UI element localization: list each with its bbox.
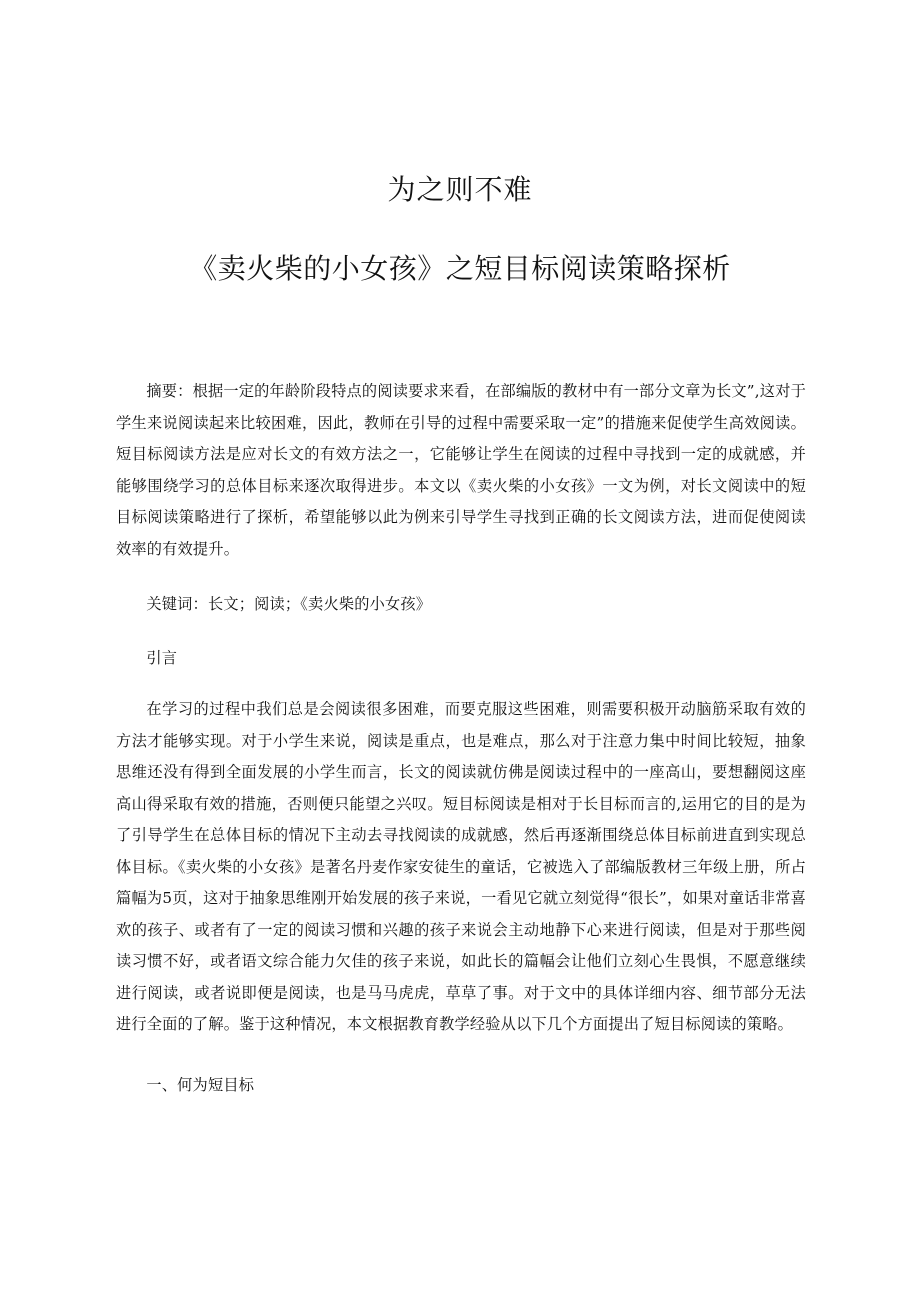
abstract-paragraph: 摘要：根据一定的年龄阶段特点的阅读要求来看，在部编版的教材中有一部分文章为长文”,这对于学生来说阅读起来比较困难，因此，教师在引导的过程中需要采取一定”的措施来促使学生高效阅读。短目标阅读方法是应对长文的有效方法之一，它能够让学生在阅读的过程中寻找到一定的成就感，并能够围绕学习的总体目标来逐次取得进步。本文以《卖火柴的小女孩》一文为例，对长文阅读中的短目标阅读策略进行了探析，希望能够以此为例来引导学生寻找到正确的长文阅读方法，进而促使阅读效率的有效提升。 xyxy=(116,382,806,558)
document-title: 为之则不难 xyxy=(387,173,533,206)
document-subtitle: 《卖火柴的小女孩》之短目标阅读策略探析 xyxy=(189,252,731,285)
section-heading: 一、何为短目标 xyxy=(146,1076,255,1094)
introduction-paragraph: 在学习的过程中我们总是会阅读很多困难，而要克服这些困难，则需要积极开动脑筋采取有效的方法才能够实现。对于小学生来说，阅读是重点，也是难点，那么对于注意力集中时间比较短，抽象思维还没有得到全面发展的小学生而言，长文的阅读就仿佛是阅读过程中的一座高山，要想翻阅这座高山得采取有效的措施，否则便只能望之兴叹。短目标阅读是相对于长目标而言的,运用它的目的是为了引导学生在总体目标的情况下主动去寻找阅读的成就感，然后再逐渐围绕总体目标前进直到实现总体目标。《卖火柴的小女孩》是著名丹麦作家安徒生的童话，它被选入了部编版教材三年级上册，所占篇幅为5页，这对于抽象思维刚开始发展的孩子来说，一看见它就立刻觉得“很长”，如果对童话非常喜欢的孩子、或者有了一定的阅读习惯和兴趣的孩子来说会主动地静下心来进行阅读，但是对于那些阅读习惯不好，或者语文综合能力欠佳的孩子来说，如此长的篇幅会让他们立刻心生畏惧，不愿意继续进行阅读，或者说即便是阅读，也是马马虎虎，草草了事。对于文中的具体详细内容、细节部分无法进行全面的了解。鉴于这种情况，本文根据教育教学经验从以下几个方面提出了短目标阅读的策略。 xyxy=(116,700,806,1033)
keywords-line: 关键词：长文；阅读；《卖火柴的小女孩》 xyxy=(146,595,432,613)
introduction-heading: 引言 xyxy=(146,649,178,667)
